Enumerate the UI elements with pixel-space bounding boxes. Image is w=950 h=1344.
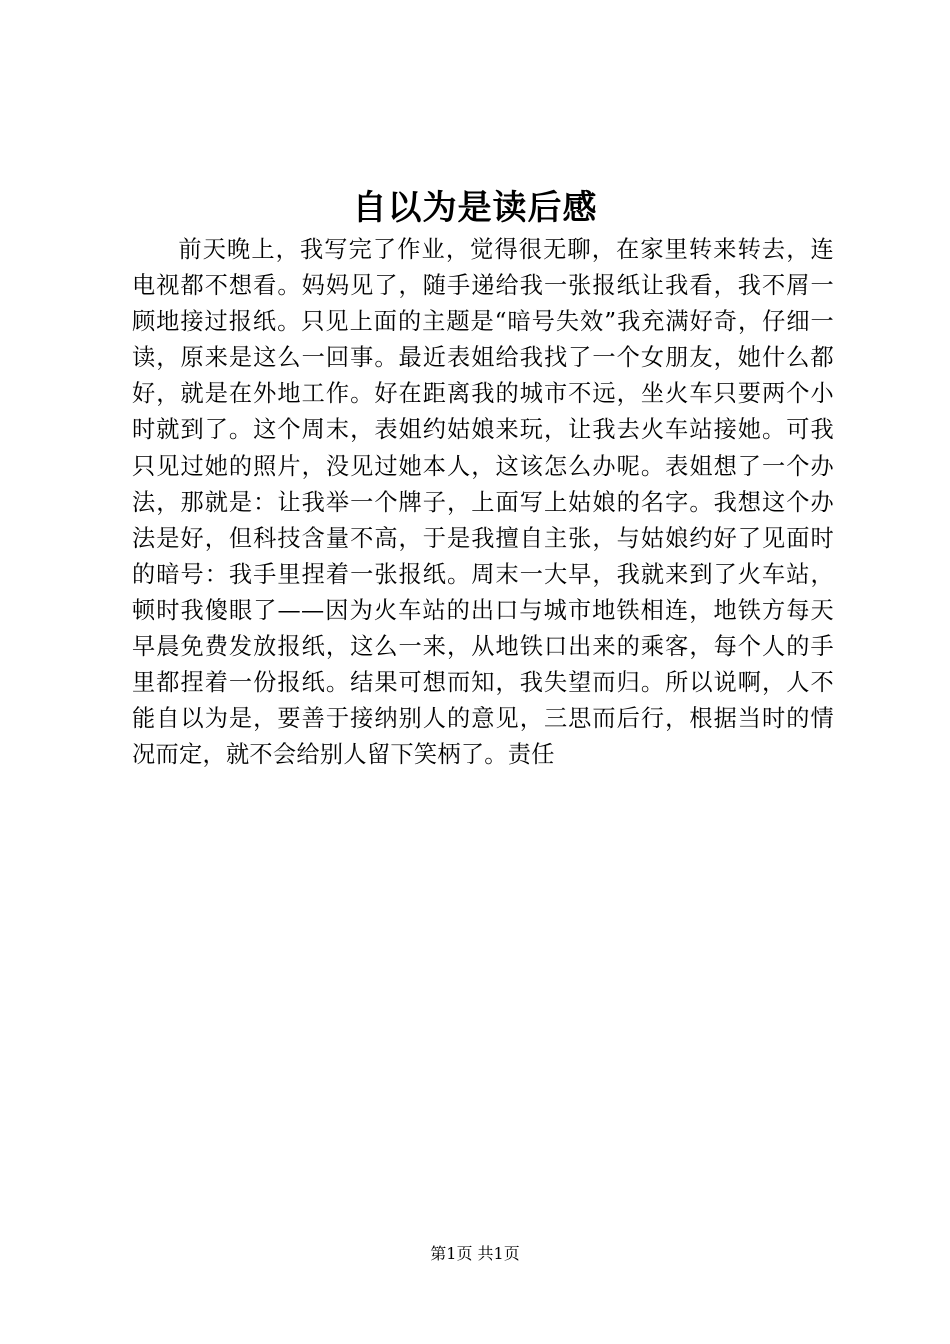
body-paragraph: 前天晚上，我写完了作业，觉得很无聊，在家里转来转去，连电视都不想看。妈妈见了，随手递给我一张报纸让我看，我不屑一顾地接过报纸。只见上面的主题是“暗号失效”我充满好奇，仔细一读，原来是这么一回事。最近表姐给我找了一个女朋友，她什么都好，就是在外地工作。好在距离我的城市不远，坐火车只要两个小时就到了。这个周末，表姐约姑娘来玩，让我去火车站接她。可我只见过她的照片，没见过她本人，这该怎么办呢。表姐想了一个办法，那就是：让我举一个牌子，上面写上姑娘的名字。我想这个办法是好，但科技含量不高，于是我擅自主张，与姑娘约好了见面时的暗号：我手里捏着一张报纸。周末一大早，我就来到了火车站，顿时我傻眼了——因为火车站的出口与城市地铁相连，地铁方每天早晨免费发放报纸，这么一来，从地铁口出来的乘客，每个人的手里都捏着一份报纸。结果可想而知，我失望而归。所以说啊，人不能自以为是，要善于接纳别人的意见，三思而后行，根据当时的情况而定，就不会给别人留下笑柄了。责任 — [132, 236, 834, 769]
page-title: 自以为是读后感 — [352, 188, 598, 228]
page-number-footer: 第1页 共1页 — [430, 1244, 520, 1263]
